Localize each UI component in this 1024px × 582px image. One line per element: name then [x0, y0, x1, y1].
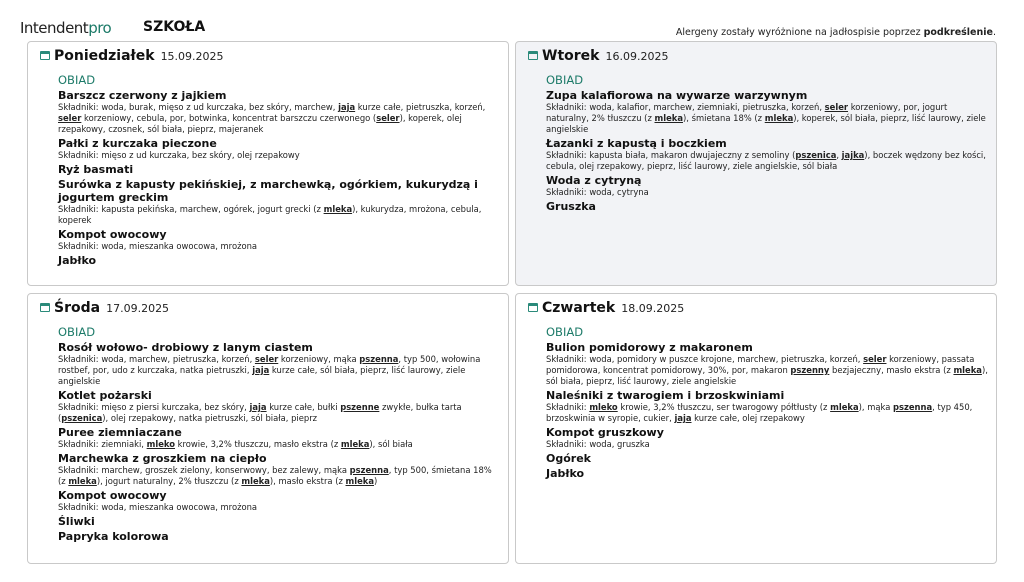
dish-name: Naleśniki z twarogiem i brzoskwiniami	[546, 389, 785, 402]
dish-ingredients: Składniki: kapusta pekińska, marchew, ogórek, jogurt grecki (z mleka), kukurydza, mrożona, cebula, koperek	[58, 204, 482, 225]
dish-list	[58, 89, 500, 267]
dish-name: Jabłko	[58, 254, 97, 267]
allergen-highlight: jaja	[674, 413, 692, 423]
allergen-highlight: jajka	[841, 150, 865, 160]
day-header	[40, 300, 500, 322]
dish-name: Śliwki	[58, 515, 95, 528]
ingredients-label: Składniki:	[58, 439, 99, 449]
ingredients-label: Składniki:	[546, 354, 587, 364]
calendar-icon	[40, 303, 50, 312]
day-header	[528, 48, 988, 70]
allergen-highlight: seler	[863, 354, 887, 364]
allergen-highlight: mleka	[340, 439, 370, 449]
day-date: 15.09.2025	[160, 50, 224, 63]
dish-ingredients: Składniki: woda, kalafior, marchew, ziemniaki, pietruszka, korzeń, seler korzeniowy, por, jogurt naturalny, 2% tłuszczu (z mleka), śmietana 18% (z mleka), koperek, sól biała, pieprz, liść laurowy, ziele angielskie	[546, 102, 986, 134]
calendar-icon	[528, 303, 538, 312]
allergen-highlight: mleka	[764, 113, 794, 123]
allergen-highlight: mleko	[589, 402, 618, 412]
dish-ingredients: Składniki: marchew, groszek zielony, konserwowy, bez zalewy, mąka pszenna, typ 500, śmietana 18% (z mleka), jogurt naturalny, 2% tłuszczu (z mleka), masło ekstra (z mleka)	[58, 465, 492, 486]
allergen-highlight: jaja	[249, 402, 267, 412]
ingredients-label: Składniki:	[58, 150, 99, 160]
allergen-highlight: mleka	[345, 476, 375, 486]
dish-ingredients: Składniki: woda, cytryna	[546, 187, 649, 197]
ingredients-label: Składniki:	[546, 187, 587, 197]
ingredients-label: Składniki:	[58, 402, 99, 412]
day-card-thursday	[515, 293, 997, 564]
dish-name: Woda z cytryną	[546, 174, 642, 187]
ingredients-label: Składniki:	[546, 102, 587, 112]
allergen-highlight: mleka	[830, 402, 859, 412]
ingredients-label: Składniki:	[546, 402, 587, 412]
calendar-icon	[528, 51, 538, 60]
day-header	[40, 48, 500, 70]
dish-name: Kompot gruszkowy	[546, 426, 664, 439]
ingredients-label: Składniki:	[58, 354, 99, 364]
allergen-highlight: mleka	[323, 204, 353, 214]
dish-ingredients: Składniki: woda, mieszanka owocowa, mrożona	[58, 502, 258, 512]
allergen-highlight: seler	[824, 102, 849, 112]
meal-label: OBIAD	[546, 325, 584, 339]
ingredients-label: Składniki:	[58, 502, 99, 512]
day-date: 17.09.2025	[106, 302, 170, 315]
allergen-highlight: pszenica	[61, 413, 103, 423]
dish-ingredients: Składniki: woda, mieszanka owocowa, mrożona	[58, 241, 258, 251]
allergen-highlight: pszenny	[790, 365, 830, 375]
day-date: 16.09.2025	[605, 50, 669, 63]
dish-name: Puree ziemniaczane	[58, 426, 182, 439]
day-card-tuesday	[515, 41, 997, 286]
dish-list	[546, 89, 988, 213]
dish-ingredients: Składniki: mięso z ud kurczaka, bez skóry, olej rzepakowy	[58, 150, 300, 160]
ingredients-label: Składniki:	[58, 204, 99, 214]
allergen-highlight: seler	[376, 113, 400, 123]
allergen-note: Alergeny zostały wyróżnione na jadłospisie poprzez podkreślenie.	[675, 27, 996, 38]
allergen-highlight: pszenna	[359, 354, 399, 364]
allergen-highlight: mleka	[241, 476, 270, 486]
school-label: SZKOŁA	[143, 19, 206, 35]
dish-ingredients: Składniki: kapusta biała, makaron dwujajeczny z semoliny (pszenica, jajka), boczek wędzony bez kości, cebula, olej rzepakowy, pieprz, liść laurowy, ziele angielskie, sól biała	[546, 150, 986, 171]
ingredients-label: Składniki:	[58, 241, 99, 251]
day-card-monday	[27, 41, 509, 286]
ingredients-label: Składniki:	[58, 102, 99, 112]
allergen-highlight: pszenne	[340, 402, 380, 412]
dish-ingredients: Składniki: ziemniaki, mleko krowie, 3,2% tłuszczu, masło ekstra (z mleka), sól biała	[58, 439, 413, 449]
dish-name: Rosół wołowo- drobiowy z lanym ciastem	[58, 341, 313, 354]
allergen-highlight: mleka	[68, 476, 97, 486]
ingredients-label: Składniki:	[546, 150, 587, 160]
dish-name: Marchewka z groszkiem na ciepło	[58, 452, 267, 465]
dish-ingredients: Składniki: woda, marchew, pietruszka, korzeń, seler korzeniowy, mąka pszenna, typ 500, wołowina rostbef, por, udo z kurczaka, natka pietruszki, jaja kurze całe, sól biała, pieprz, liść laurowy, ziele angielskie	[58, 354, 481, 386]
allergen-highlight: mleka	[654, 113, 683, 123]
dish-name: Zupa kalafiorowa na wywarze warzywnym	[546, 89, 808, 102]
day-card-wednesday	[27, 293, 509, 564]
allergen-highlight: mleka	[953, 365, 982, 375]
ingredients-label: Składniki:	[58, 465, 99, 475]
allergen-highlight: pszenna	[893, 402, 933, 412]
ingredients-label: Składniki:	[546, 439, 587, 449]
dish-name: Ryż basmati	[58, 163, 134, 176]
day-date: 18.09.2025	[621, 302, 685, 315]
day-name: Poniedziałek	[54, 48, 155, 64]
dish-name: Kotlet pożarski	[58, 389, 152, 402]
dish-name: Barszcz czerwony z jajkiem	[58, 89, 227, 102]
allergen-highlight: mleko	[146, 439, 176, 449]
meal-label: OBIAD	[58, 73, 96, 87]
day-name: Czwartek	[542, 300, 616, 316]
day-header	[528, 300, 988, 322]
dish-name: Kompot owocowy	[58, 489, 167, 502]
day-name: Środa	[54, 300, 101, 316]
allergen-highlight: jaja	[252, 365, 270, 375]
dish-ingredients: Składniki: woda, burak, mięso z ud kurczaka, bez skóry, marchew, jaja kurze całe, pietruszka, korzeń, seler korzeniowy, cebula, por, botwinka, koncentrat barszczu czerwonego (seler), koperek, olej rzepakowy, czosnek, sól biała, pieprz, majeranek	[58, 102, 486, 134]
top-bar	[0, 0, 1024, 40]
day-name: Wtorek	[542, 48, 600, 64]
dish-list	[546, 341, 988, 480]
dish-name: Pałki z kurczaka pieczone	[58, 137, 217, 150]
dish-ingredients: Składniki: woda, pomidory w puszce krojone, marchew, pietruszka, korzeń, seler korzeniowy, passata pomidorowa, koncentrat pomidorowy, 30%, por, makaron pszenny bezjajeczny, masło ekstra (z mleka), sól biała, pieprz, liść laurowy, ziele angielskie	[546, 354, 988, 386]
allergen-highlight: seler	[254, 354, 279, 364]
allergen-highlight: pszenna	[349, 465, 389, 475]
dish-ingredients: Składniki: mleko krowie, 3,2% tłuszczu, ser twarogowy półtłusty (z mleka), mąka pszenna, typ 450, brzoskwinia w syropie, cukier, jaja kurze całe, olej rzepakowy	[546, 402, 973, 423]
allergen-highlight: pszenica	[795, 150, 837, 160]
dish-ingredients: Składniki: mięso z piersi kurczaka, bez skóry, jaja kurze całe, bułki pszenne zwykłe, bułka tarta (pszenica), olej rzepakowy, natka pietruszki, sól biała, pieprz	[58, 402, 462, 423]
dish-name: Surówka z kapusty pekińskiej, z marchewką, ogórkiem, kukurydzą i jogurtem greckim	[58, 178, 478, 204]
dish-name: Papryka kolorowa	[58, 530, 169, 543]
dish-name: Gruszka	[546, 200, 596, 213]
dish-name: Jabłko	[546, 467, 585, 480]
dish-name: Ogórek	[546, 452, 591, 465]
dish-name: Łazanki z kapustą i boczkiem	[546, 137, 727, 150]
allergen-highlight: jaja	[338, 102, 356, 112]
calendar-icon	[40, 51, 50, 60]
meal-label: OBIAD	[58, 325, 96, 339]
logo: Intendentpro	[20, 19, 112, 37]
dish-name: Kompot owocowy	[58, 228, 167, 241]
allergen-highlight: seler	[58, 113, 82, 123]
dish-list	[58, 341, 500, 543]
dish-ingredients: Składniki: woda, gruszka	[546, 439, 650, 449]
dish-name: Bulion pomidorowy z makaronem	[546, 341, 753, 354]
meal-label: OBIAD	[546, 73, 584, 87]
